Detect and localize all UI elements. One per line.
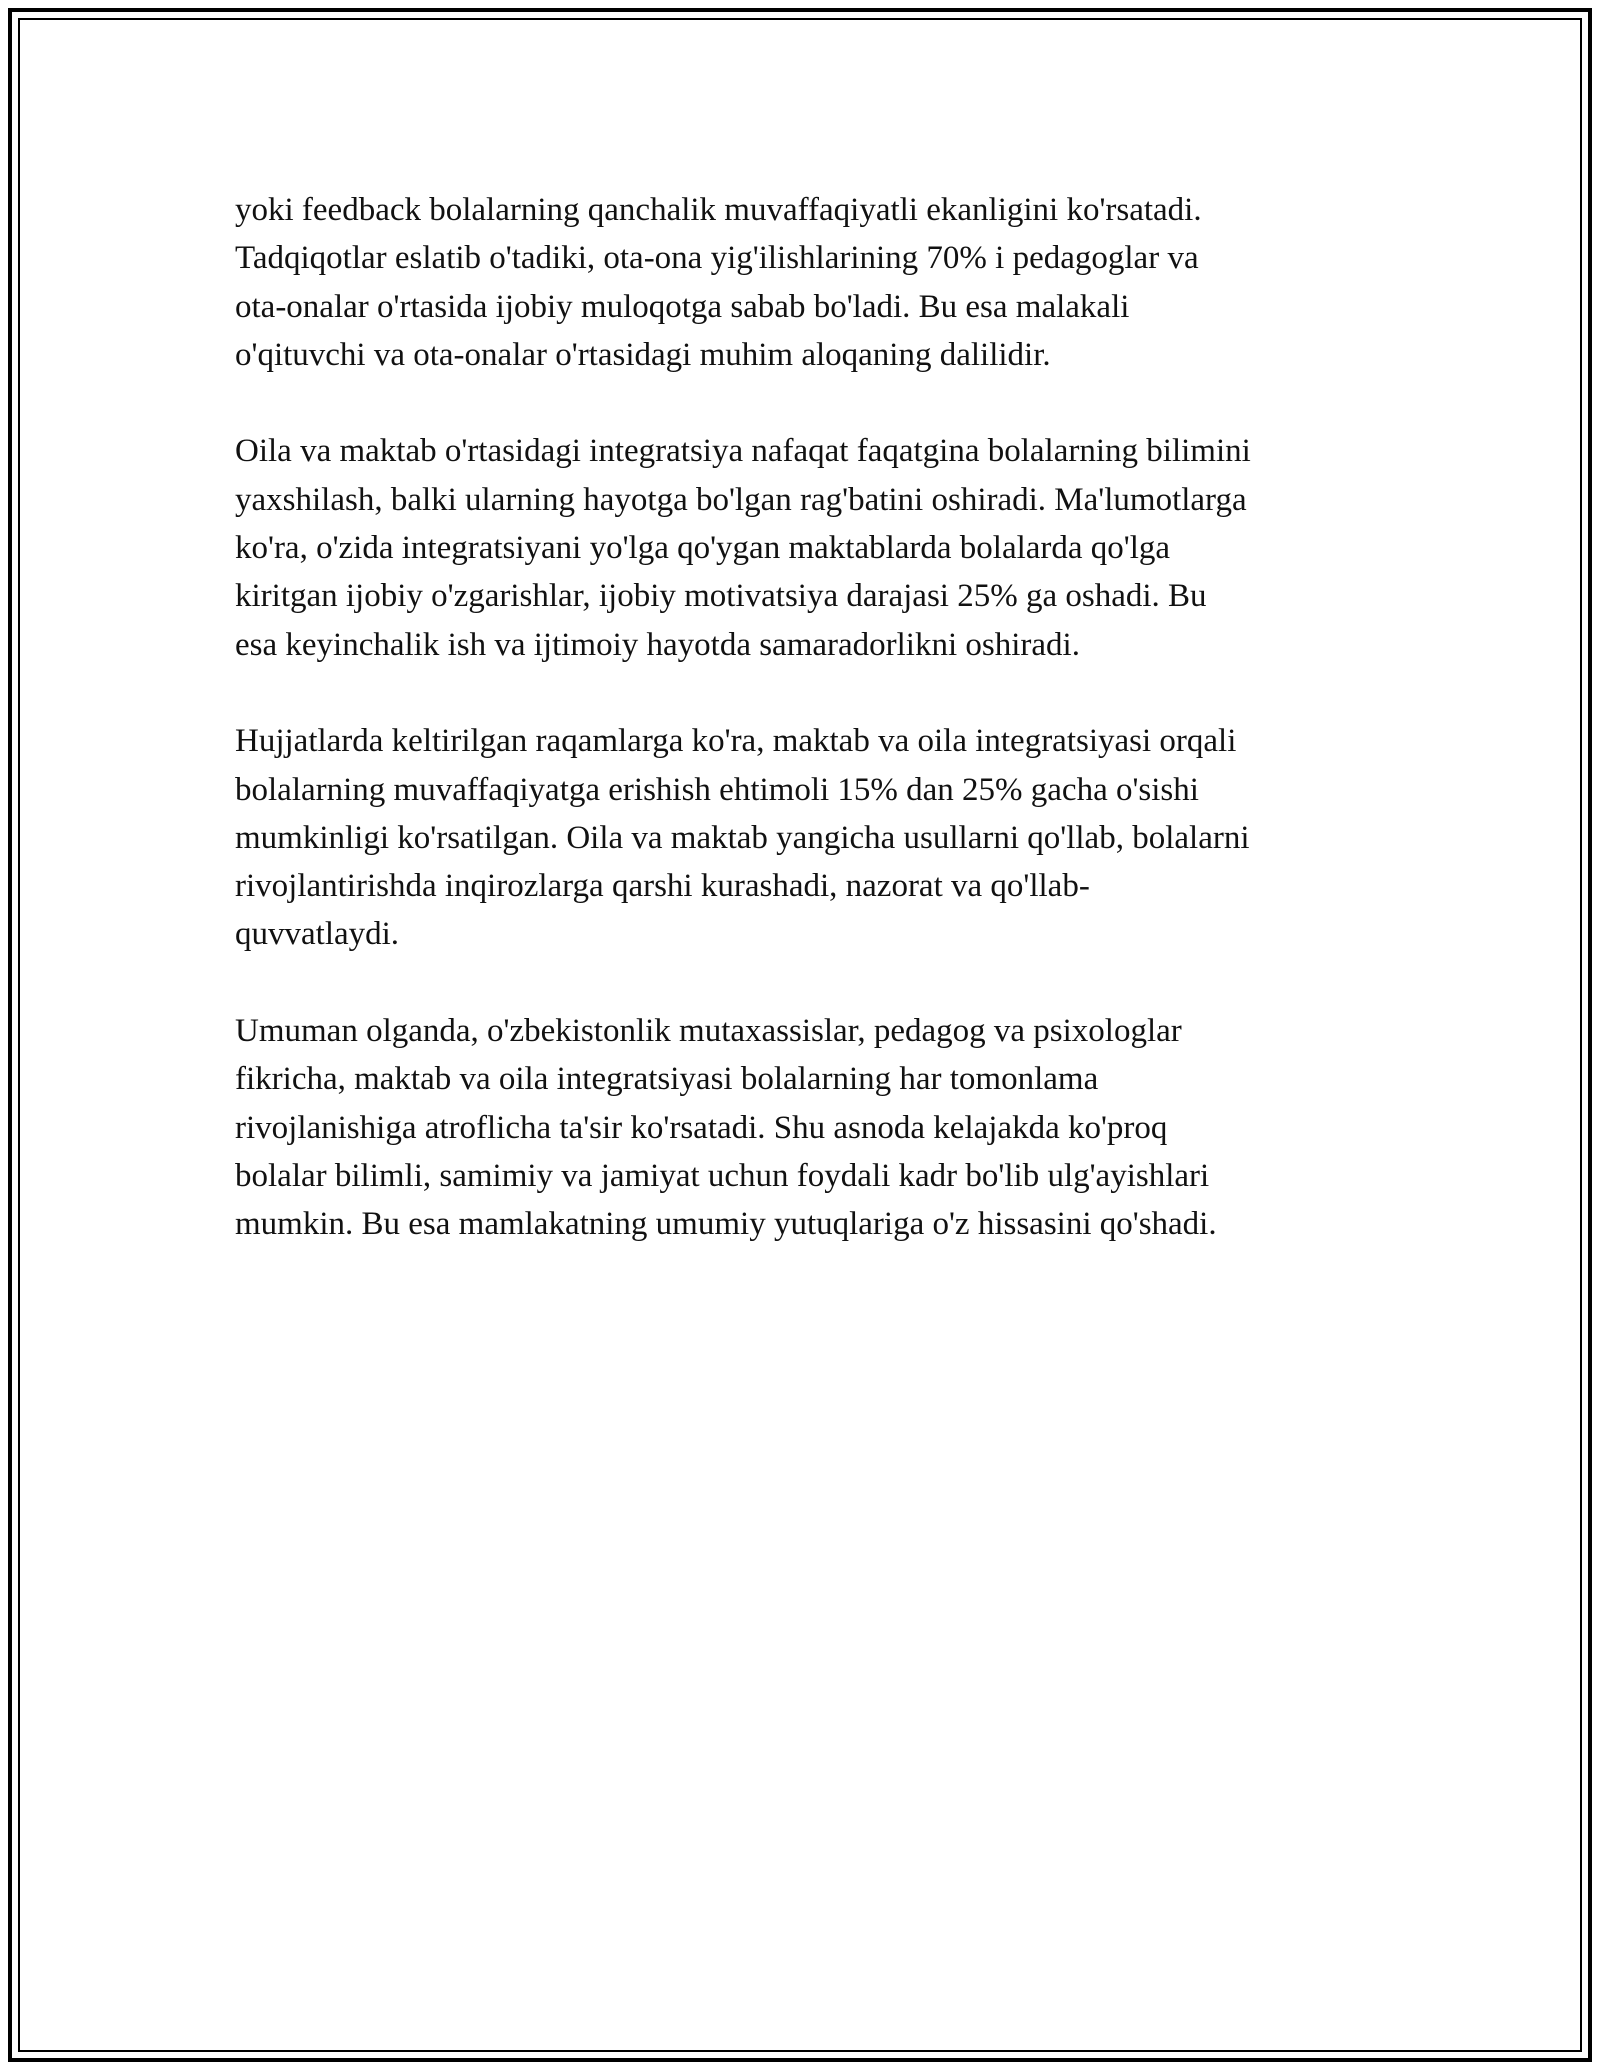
text-line: fikricha, maktab va oila integratsiyasi bolalarning har tomonlama xyxy=(235,1061,1099,1098)
text-line: Hujjatlarda keltirilgan raqamlarga ko'ra, maktab va oila integratsiyasi orqali xyxy=(235,723,1237,760)
text-line: Umuman olganda, o'zbekistonlik mutaxassislar, pedagog va psixologlar xyxy=(235,1013,1182,1050)
text-line: o'qituvchi va ota-onalar o'rtasidagi muhim aloqaning dalilidir. xyxy=(235,336,1051,373)
text-line: quvvatlaydi. xyxy=(235,916,400,953)
text-line: Tadqiqotlar eslatib o'tadiki, ota-ona yig'ilishlarining 70% i pedagoglar va xyxy=(235,240,1199,277)
text-line: rivojlantirishda inqirozlarga qarshi kurashadi, nazorat va qo'llab- xyxy=(235,868,1090,905)
text-line: mumkin. Bu esa mamlakatning umumiy yutuqlariga o'z hissasini qo'shadi. xyxy=(235,1206,1217,1243)
paragraph-2 xyxy=(235,427,1375,668)
text-line: ota-onalar o'rtasida ijobiy muloqotga sabab bo'ladi. Bu esa malakali xyxy=(235,288,1130,325)
text-line: ko'ra, o'zida integratsiyani yo'lga qo'ygan maktablarda bolalarda qo'lga xyxy=(235,530,1171,567)
text-line: Oila va maktab o'rtasidagi integratsiya nafaqat faqatgina bolalarning bilimini xyxy=(235,433,1251,470)
paragraph-3 xyxy=(235,717,1375,958)
text-line: yoki feedback bolalarning qanchalik muvaffaqiyatli ekanligini ko'rsatadi. xyxy=(235,192,1202,228)
text-line: rivojlanishiga atroflicha ta'sir ko'rsatadi. Shu asnoda kelajakda ko'proq xyxy=(235,1109,1168,1146)
text-line: kiritgan ijobiy o'zgarishlar, ijobiy motivatsiya darajasi 25% ga oshadi. Bu xyxy=(235,578,1207,615)
text-line: bolalar bilimli, samimiy va jamiyat uchun foydali kadr bo'lib ulg'ayishlari xyxy=(235,1157,1210,1194)
text-line: bolalarning muvaffaqiyatga erishish ehtimoli 15% dan 25% gacha o'sishi xyxy=(235,771,1199,808)
paragraph-1 xyxy=(235,186,1375,379)
text-line: mumkinligi ko'rsatilgan. Oila va maktab yangicha usullarni qo'llab, bolalarni xyxy=(235,819,1250,856)
text-line: esa keyinchalik ish va ijtimoiy hayotda samaradorlikni oshiradi. xyxy=(235,626,1080,663)
paragraph-4 xyxy=(235,1007,1375,1248)
document-body xyxy=(235,186,1375,1297)
text-line: yaxshilash, balki ularning hayotga bo'lgan rag'batini oshiradi. Ma'lumotlarga xyxy=(235,481,1247,518)
